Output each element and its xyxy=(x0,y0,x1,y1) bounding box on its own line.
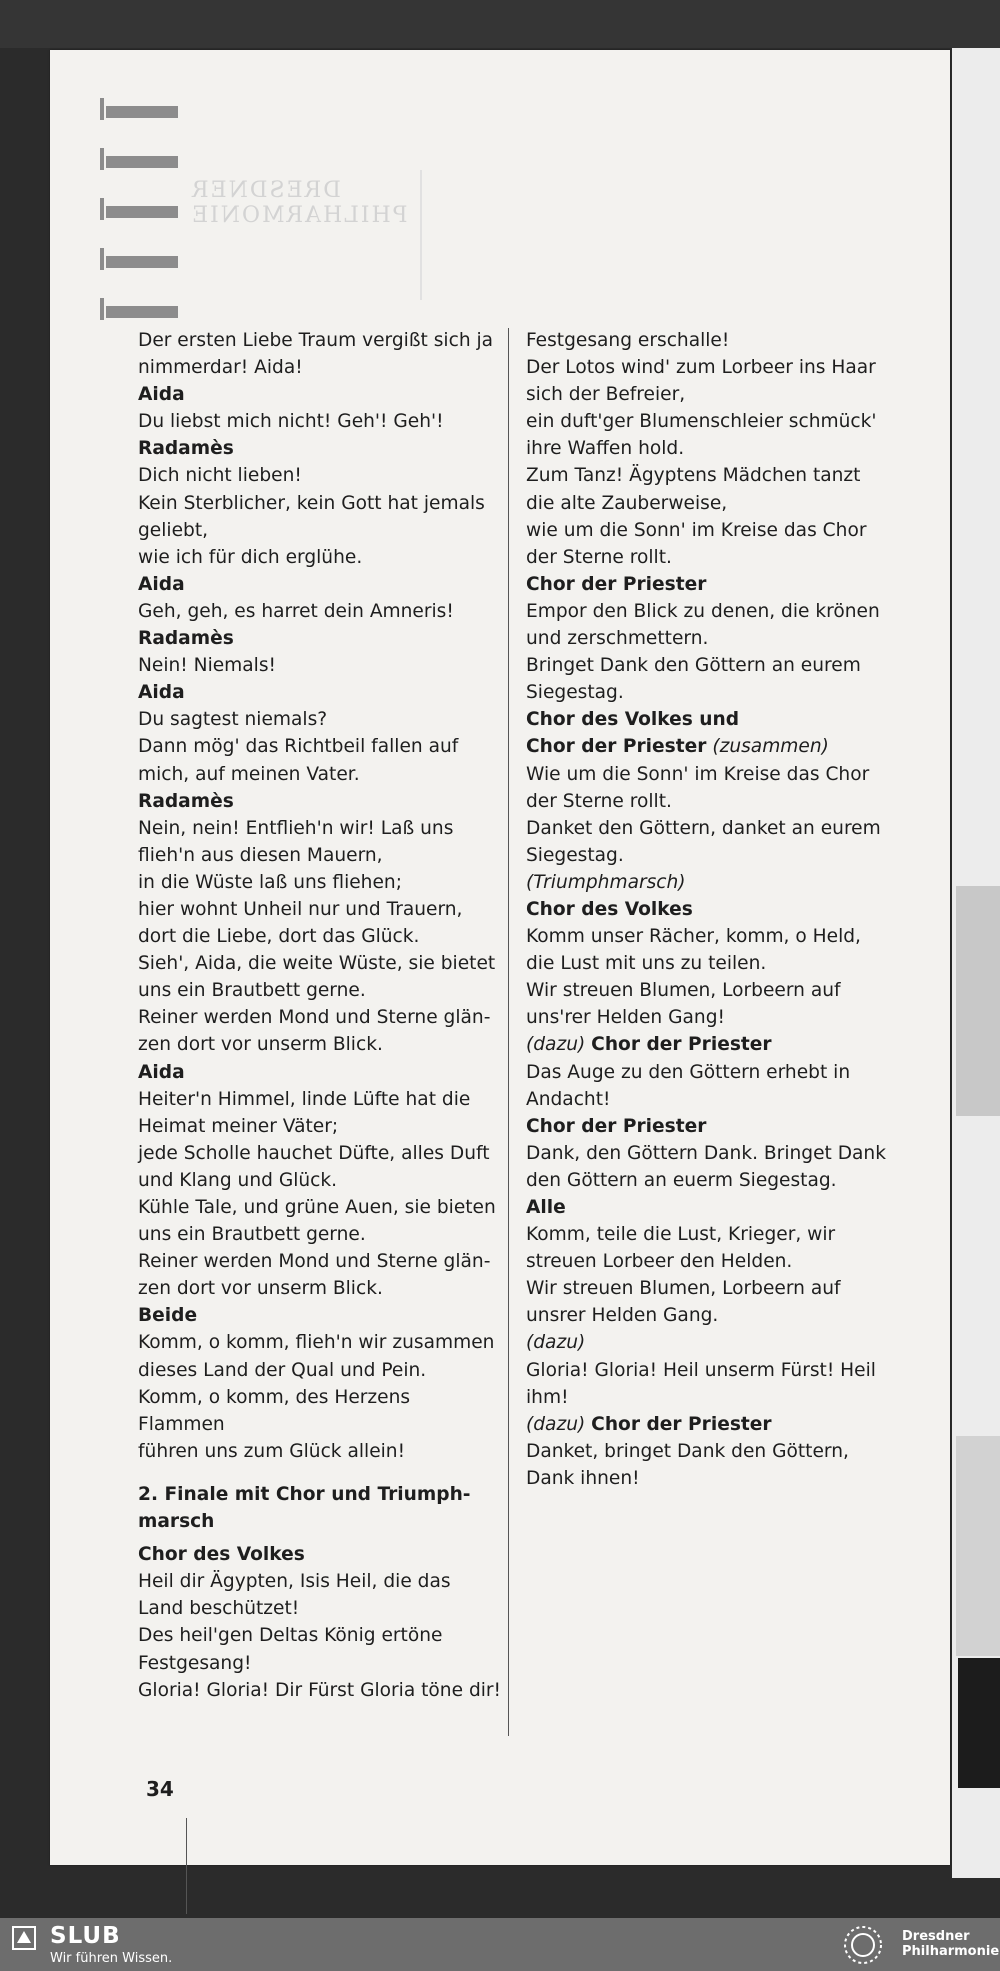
libretto-line: Siegestag. xyxy=(526,844,624,866)
slub-logo-icon xyxy=(12,1926,36,1950)
libretto-line: Komm, o komm, des Herzens xyxy=(138,1386,411,1408)
speaker-name: Chor des Volkes und xyxy=(526,709,740,731)
libretto-line: Festgesang erschalle! xyxy=(526,330,730,351)
libretto-line: Flammen xyxy=(138,1413,225,1435)
speaker-name: Chor des Volkes xyxy=(138,1544,305,1566)
libretto-line: hier wohnt Unheil nur und Trauern, xyxy=(138,898,463,920)
libretto-line: Festgesang! xyxy=(138,1652,252,1674)
libretto-line: Siegestag. xyxy=(526,682,624,704)
libretto-line: Heil dir Ägypten, Isis Heil, die das xyxy=(138,1571,451,1593)
libretto-line: uns ein Brautbett gerne. xyxy=(138,1224,366,1246)
partner-name: Dresdner Philharmonie xyxy=(902,1929,1000,1959)
speaker-name: Beide xyxy=(138,1305,198,1327)
libretto-line: Wie um die Sonn' im Kreise das Chor xyxy=(526,763,870,785)
libretto-line: Komm, o komm, flieh'n wir zusammen xyxy=(138,1332,495,1354)
speaker-name: Chor der Priester xyxy=(526,573,707,595)
libretto-line: Wir streuen Blumen, Lorbeern auf xyxy=(526,1278,841,1300)
libretto-line: führen uns zum Glück allein! xyxy=(138,1440,406,1462)
libretto-line: Dann mög' das Richtbeil fallen auf xyxy=(138,736,459,758)
libretto-line: in die Wüste laß uns fliehen; xyxy=(138,871,402,893)
libretto-line: Reiner werden Mond und Sterne glän- xyxy=(138,1251,491,1273)
speaker-line xyxy=(526,1031,906,1058)
libretto-line: ihre Waffen hold. xyxy=(526,438,685,460)
libretto-line: Bringet Dank den Göttern an eurem xyxy=(526,655,861,677)
scan-background xyxy=(0,0,1000,48)
libretto-line: uns ein Brautbett gerne. xyxy=(138,980,366,1002)
libretto-line: wie ich für dich erglühe. xyxy=(138,546,363,568)
speaker-line xyxy=(526,1411,906,1438)
libretto-line: dort die Liebe, dort das Glück. xyxy=(138,926,420,948)
section-heading: marsch xyxy=(138,1511,215,1533)
libretto-line: und Klang und Glück. xyxy=(138,1169,338,1191)
libretto-line: der Sterne rollt. xyxy=(526,790,672,812)
library-tagline: Wir führen Wissen. xyxy=(50,1951,173,1966)
libretto-line: mich, auf meinen Vater. xyxy=(138,763,360,785)
speaker-name: Radamès xyxy=(138,790,234,812)
libretto-line: wie um die Sonn' im Kreise das Chor xyxy=(526,519,867,541)
adjacent-page-edge xyxy=(952,48,1000,1878)
libretto-line: unsrer Helden Gang. xyxy=(526,1305,719,1327)
libretto-line: Kein Sterblicher, kein Gott hat jemals xyxy=(138,492,485,514)
library-name: SLUB xyxy=(50,1923,121,1949)
stage-direction: (dazu) xyxy=(526,1034,586,1056)
page-tab-marker xyxy=(106,256,178,268)
libretto-line: Gloria! Gloria! Dir Fürst Gloria töne dir! xyxy=(138,1679,502,1701)
viewer-footer-bar xyxy=(0,1918,1000,1971)
libretto-line: Dank, den Göttern Dank. Bringet Dank xyxy=(526,1142,886,1164)
libretto-line: dieses Land der Qual und Pein. xyxy=(138,1359,427,1381)
libretto-line: Des heil'gen Deltas König ertöne xyxy=(138,1625,443,1647)
libretto-line: Andacht! xyxy=(526,1088,611,1110)
libretto-line: und zerschmettern. xyxy=(526,628,709,650)
libretto-line: Nein, nein! Entflieh'n wir! Laß uns xyxy=(138,817,454,839)
libretto-line: Heiter'n Himmel, linde Lüfte hat die xyxy=(138,1088,471,1110)
speaker-name: Aida xyxy=(138,384,185,406)
speaker-line xyxy=(526,733,906,760)
column-divider xyxy=(508,328,509,1736)
speaker-name: Aida xyxy=(138,682,185,704)
libretto-line: den Göttern an euerm Siegestag. xyxy=(526,1169,837,1191)
libretto-line: sich der Befreier, xyxy=(526,384,686,406)
paragraph-gap xyxy=(138,1465,508,1481)
page-tab-marker xyxy=(106,206,178,218)
speaker-name: Chor des Volkes xyxy=(526,898,693,920)
libretto-line: geliebt, xyxy=(138,519,209,541)
libretto-line: Der ersten Liebe Traum vergißt sich ja xyxy=(138,330,494,351)
libretto-line: Wir streuen Blumen, Lorbeern auf xyxy=(526,980,841,1002)
speaker-name: Chor der Priester xyxy=(591,1034,772,1056)
libretto-line: Sieh', Aida, die weite Wüste, sie bietet xyxy=(138,953,496,975)
page-tab-marker xyxy=(106,306,178,318)
libretto-line: flieh'n aus diesen Mauern, xyxy=(138,844,383,866)
libretto-line: streuen Lorbeer den Helden. xyxy=(526,1251,793,1273)
libretto-line: Land beschützet! xyxy=(138,1598,300,1620)
libretto-line: Komm, teile die Lust, Krieger, wir xyxy=(526,1224,836,1246)
libretto-line: Komm unser Rächer, komm, o Held, xyxy=(526,926,861,948)
libretto-line: Das Auge zu den Göttern erhebt in xyxy=(526,1061,851,1083)
libretto-line: Danket, bringet Dank den Göttern, xyxy=(526,1440,849,1462)
speaker-name: Chor der Priester xyxy=(526,1115,707,1137)
libretto-line: zen dort vor unserm Blick. xyxy=(138,1278,383,1300)
speaker-name: Chor der Priester xyxy=(526,736,707,758)
libretto-line: Der Lotos wind' zum Lorbeer ins Haar xyxy=(526,357,876,379)
stage-direction: (Triumphmarsch) xyxy=(526,871,686,893)
libretto-line: Heimat meiner Väter; xyxy=(138,1115,339,1137)
speaker-name: Radamès xyxy=(138,628,234,650)
speaker-name: Aida xyxy=(138,573,185,595)
libretto-line: ihm! xyxy=(526,1386,569,1408)
page-tab-marker xyxy=(106,106,178,118)
libretto-line: Kühle Tale, und grüne Auen, sie bieten xyxy=(138,1197,496,1218)
libretto-line: die Lust mit uns zu teilen. xyxy=(526,953,767,975)
libretto-line: Dank ihnen! xyxy=(526,1467,640,1489)
libretto-line: die alte Zauberweise, xyxy=(526,492,728,514)
libretto-line: der Sterne rollt. xyxy=(526,546,672,568)
show-through-logo: DRESDNER PHILHARMONIE xyxy=(190,178,408,228)
libretto-column-right xyxy=(526,327,906,1492)
stage-direction: (zusammen) xyxy=(712,736,829,758)
speaker-name: Radamès xyxy=(138,438,234,460)
section-heading: 2. Finale mit Chor und Triumph- xyxy=(138,1483,471,1505)
libretto-line: Empor den Blick zu denen, die krönen xyxy=(526,600,880,622)
libretto-line: nimmerdar! Aida! xyxy=(138,357,303,379)
libretto-line: ein duft'ger Blumenschleier schmück' xyxy=(526,411,877,433)
libretto-line: Nein! Niemals! xyxy=(138,655,276,677)
libretto-column-left xyxy=(138,327,508,1704)
libretto-line: zen dort vor unserm Blick. xyxy=(138,1034,383,1056)
show-through-rule xyxy=(420,170,422,300)
libretto-line: Gloria! Gloria! Heil unserm Fürst! Heil xyxy=(526,1359,876,1381)
speaker-name: Aida xyxy=(138,1061,185,1083)
libretto-line: Reiner werden Mond und Sterne glän- xyxy=(138,1007,491,1029)
libretto-line: Danket den Göttern, danket an eurem xyxy=(526,817,881,839)
stage-direction: (dazu) xyxy=(526,1332,586,1354)
libretto-line: Geh, geh, es harret dein Amneris! xyxy=(138,600,454,622)
philharmonie-logo-icon xyxy=(842,1924,884,1966)
footer-rule xyxy=(186,1818,187,1914)
stage-direction: (dazu) xyxy=(526,1413,586,1435)
libretto-line: Du liebst mich nicht! Geh'! Geh'! xyxy=(138,411,444,433)
libretto-line: Dich nicht lieben! xyxy=(138,465,302,487)
page-tab-marker xyxy=(106,156,178,168)
page-number: 34 xyxy=(146,1777,174,1801)
libretto-line: Du sagtest niemals? xyxy=(138,709,328,731)
libretto-line: uns'rer Helden Gang! xyxy=(526,1007,725,1029)
speaker-name: Alle xyxy=(526,1197,566,1218)
speaker-name: Chor der Priester xyxy=(591,1413,772,1435)
libretto-line: jede Scholle hauchet Düfte, alles Duft xyxy=(138,1142,490,1164)
libretto-line: Zum Tanz! Ägyptens Mädchen tanzt xyxy=(526,465,861,487)
